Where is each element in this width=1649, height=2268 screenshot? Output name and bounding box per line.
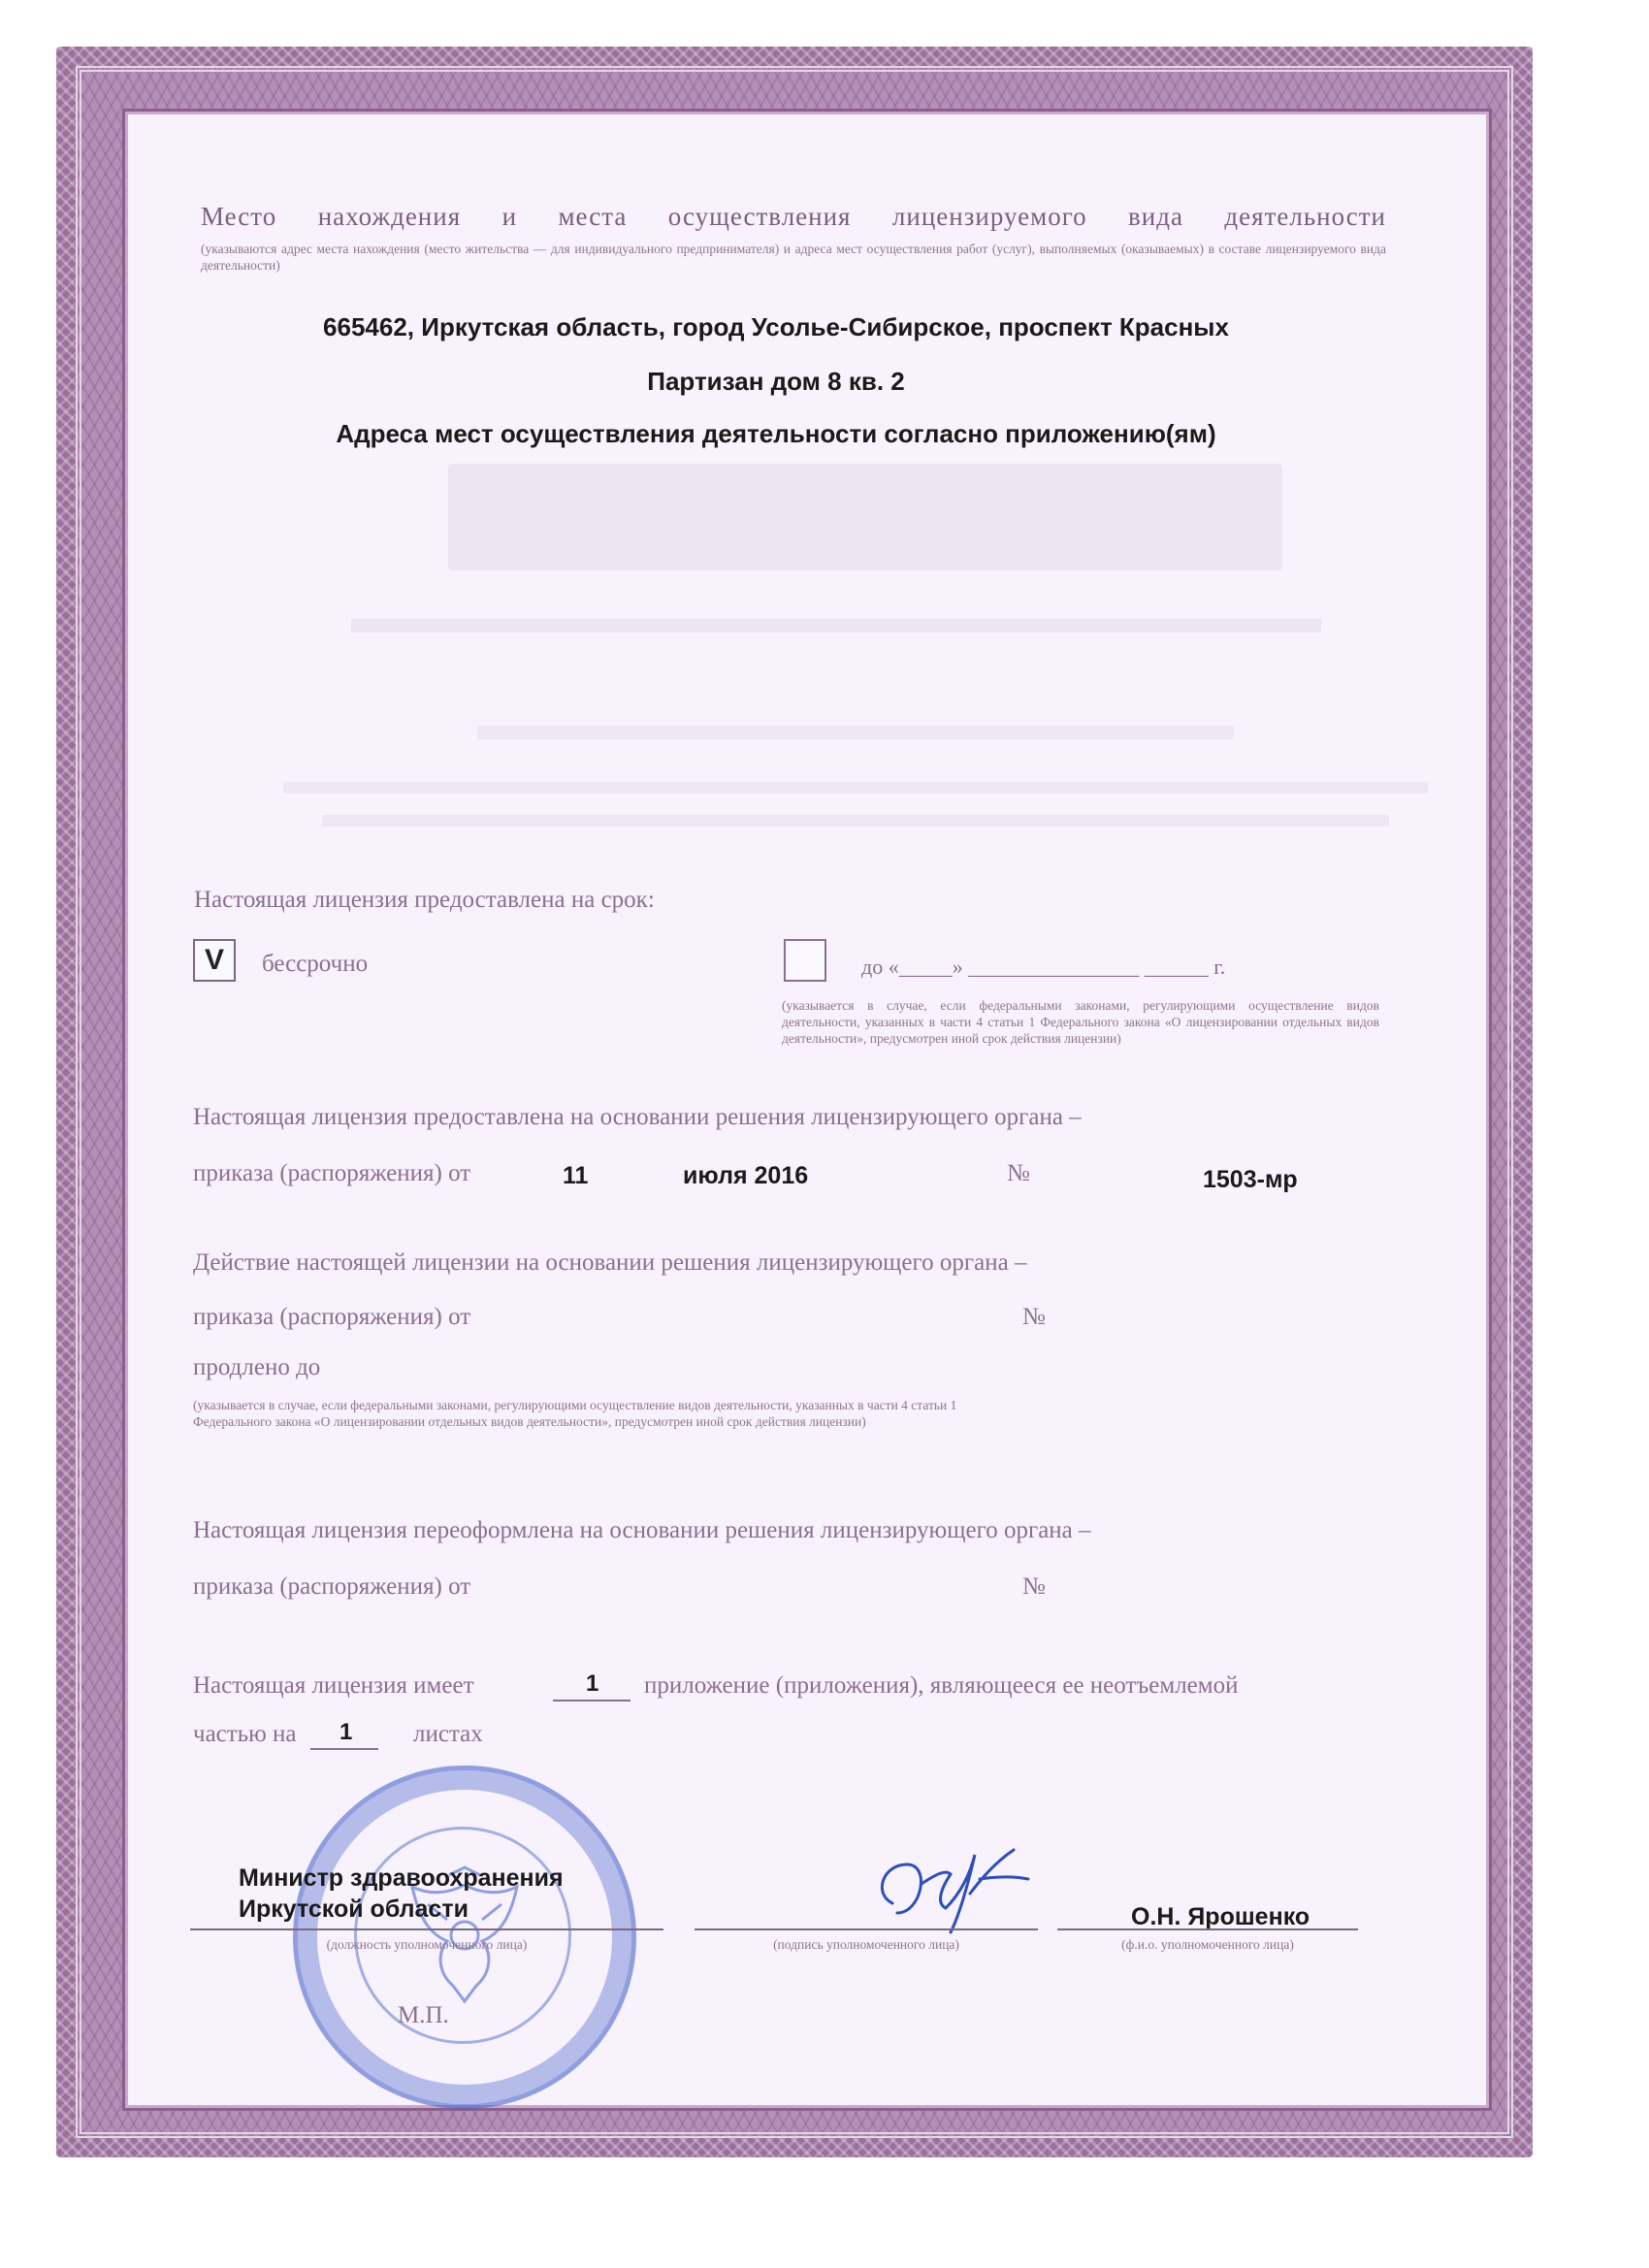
position-underline: [190, 1928, 663, 1930]
appendix-suffix: листах: [413, 1721, 483, 1747]
position-hint: (должность уполномоченного лица): [326, 1937, 528, 1952]
appendix-middle: приложение (приложения), являющееся ее неотъемлемой: [644, 1672, 1239, 1699]
signer-name: О.Н. Ярошенко: [1131, 1903, 1310, 1930]
appendix-count: 1: [586, 1670, 599, 1697]
until-hint: (указывается в случае, если федеральными законами, регулирующими осуществление видов деятельности, указанных в части 4 статьи 1 Федерального закона «О лицензировании отдельных видов деятельности», предусмотрен иной срок действия лицензии): [782, 998, 1379, 1046]
name-underline: [1057, 1928, 1358, 1930]
signer-position-line-2: Иркутской области: [239, 1895, 469, 1923]
background-show-through: [477, 726, 1234, 739]
basis-number-sign: №: [1007, 1160, 1030, 1186]
address-line-2: Партизан дом 8 кв. 2: [647, 367, 905, 396]
until-label: до «_____» ________________ ______ г.: [861, 955, 1226, 979]
signature-hint: (подпись уполномоченного лица): [773, 1937, 959, 1952]
background-show-through: [351, 619, 1321, 632]
basis-order-label: приказа (распоряжения) от: [193, 1160, 471, 1186]
basis-number: 1503-мр: [1203, 1166, 1298, 1193]
extension-hint: (указывается в случае, если федеральными законами, регулирующими осуществление видов деятельности, указанных в части 4 статьи 1 Федерального закона «О лицензировании отдельных видов деятельности», предусмотрен иной срок действия лицензии): [193, 1398, 957, 1429]
address-hint: (указываются адрес места нахождения (место жительства — для индивидуального предпринимателя) и адреса мест осуществления работ (услуг), выполняемых (оказываемых) в составе лицензируемого вида деятельности): [201, 242, 1386, 273]
basis-month-year: июля 2016: [683, 1162, 809, 1189]
appendix-part-prefix: частью на: [193, 1721, 297, 1747]
appendix-prefix: Настоящая лицензия имеет: [193, 1672, 474, 1699]
extension-order-label: приказа (распоряжения) от: [193, 1304, 471, 1330]
basis-day: 11: [563, 1162, 589, 1189]
extension-number-sign: №: [1022, 1304, 1046, 1330]
indefinite-checkbox[interactable]: V: [193, 939, 236, 982]
addresses-note: Адреса мест осуществления деятельности согласно приложению(ям): [336, 419, 1216, 448]
term-label: Настоящая лицензия предоставлена на срок:: [194, 887, 655, 913]
address-heading: Место нахождения и места осуществления лицензируемого вида деятельности: [201, 202, 1386, 231]
reissue-order-label: приказа (распоряжения) от: [193, 1573, 471, 1600]
name-hint: (ф.и.о. уполномоченного лица): [1121, 1937, 1294, 1952]
reissue-line: Настоящая лицензия переоформлена на основании решения лицензирующего органа –: [193, 1517, 1091, 1543]
signature-underline: [695, 1928, 1038, 1930]
stamp-place-label: М.П.: [398, 2002, 449, 2028]
signature-icon: [854, 1835, 1048, 1942]
reissue-number-sign: №: [1022, 1573, 1046, 1600]
until-checkbox[interactable]: [784, 939, 826, 982]
background-show-through: [283, 782, 1428, 794]
background-show-through: [322, 815, 1389, 826]
extension-line: Действие настоящей лицензии на основании решения лицензирующего органа –: [193, 1249, 1027, 1276]
appendix-count-underline: [553, 1700, 630, 1701]
signer-position-line-1: Министр здравоохранения: [239, 1864, 564, 1892]
basis-line: Настоящая лицензия предоставлена на основании решения лицензирующего органа –: [193, 1104, 1082, 1130]
sheet-count: 1: [340, 1719, 353, 1745]
indefinite-label: бессрочно: [262, 951, 369, 977]
sheet-count-underline: [310, 1748, 378, 1750]
address-line-1: 665462, Иркутская область, город Усолье-Сибирское, проспект Красных: [323, 312, 1229, 341]
background-show-through: [448, 464, 1282, 570]
extended-until-label: продлено до: [193, 1354, 321, 1380]
